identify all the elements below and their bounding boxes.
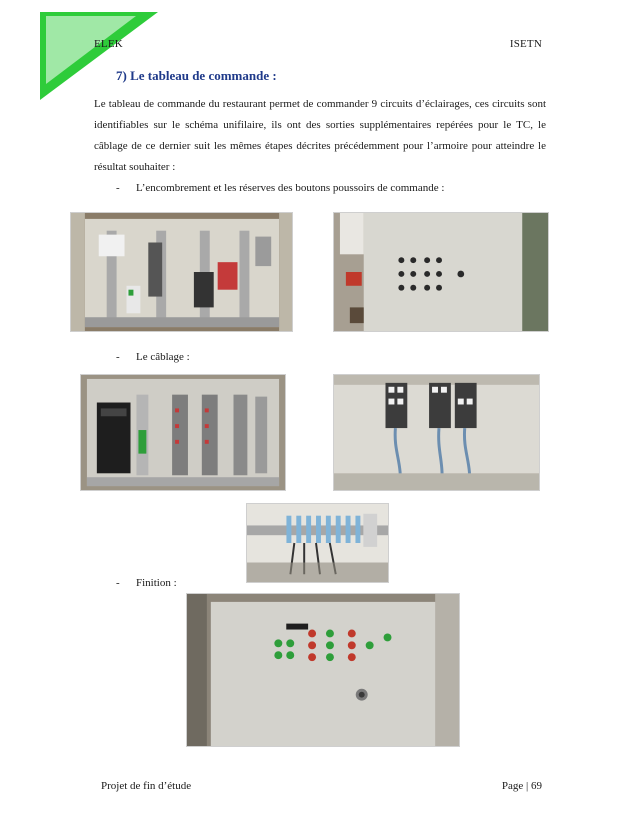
header-corner-decoration: [40, 12, 160, 102]
section-title: 7) Le tableau de commande :: [116, 68, 277, 83]
footer-page-number: Page | 69: [501, 780, 542, 792]
bullet-text: Le câblage :: [136, 351, 190, 363]
header-left: ELEK: [94, 38, 123, 50]
section-paragraph: Le tableau de commande du restaurant permet de commander 9 circuits d’éclairages, ces circuits sont identifiables sur le schéma unifilaire, ils ont des sorties supplémentaires repérées pour le TC, le câblage de ce dernier suit les mêmes étapes décrites précédemment pour l’armoire pour atteindre le résultat souhaiter :: [94, 98, 546, 173]
photo-door-button-holes: [333, 212, 549, 332]
photo-finished-panel: [186, 593, 460, 747]
bullet-item: [116, 577, 177, 589]
header-right: ISETN: [509, 38, 542, 50]
bullet-dash: -: [116, 182, 120, 194]
bullet-dash: -: [116, 577, 120, 589]
bullet-item: [116, 182, 444, 194]
bullet-dash: -: [116, 351, 120, 363]
photo-door-wiring-back: [333, 374, 540, 491]
bullet-text: L’encombrement et les réserves des boutons poussoirs de commande :: [136, 182, 445, 194]
photo-panel-open-rails: [70, 212, 293, 332]
bullet-item: [116, 351, 190, 363]
photo-terminal-block: [246, 503, 389, 583]
bullet-text: Finition :: [136, 577, 177, 589]
photo-wiring-panel: [80, 374, 286, 491]
footer-left: Projet de fin d’étude: [101, 780, 192, 792]
